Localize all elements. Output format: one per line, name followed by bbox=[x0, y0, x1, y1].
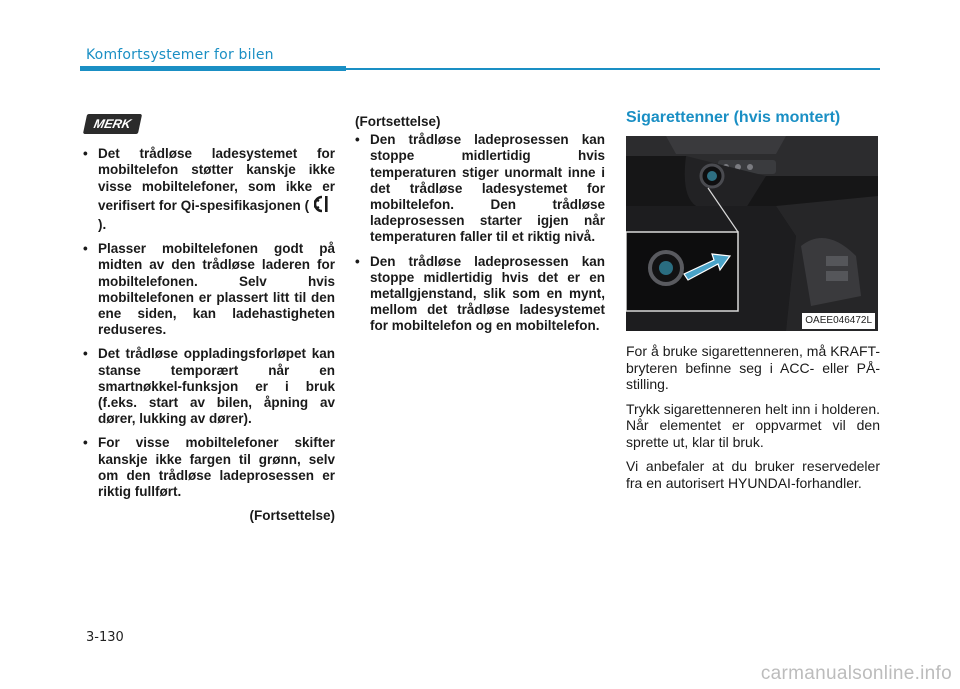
image-caption: OAEE046472L bbox=[802, 313, 875, 329]
note-bullet-1-text-end: ). bbox=[98, 217, 107, 233]
page-number: 3-130 bbox=[86, 630, 124, 645]
watermark: carmanualsonline.info bbox=[760, 663, 952, 684]
console-illustration bbox=[626, 136, 878, 331]
lighter-heading: Sigarettenner (hvis montert) bbox=[626, 109, 841, 126]
note-bullet-3: • Det trådløse oppladingsforløpet kan stanse temporært når en smartnøkkel-funksjon er i bruk (f.eks. start av bilen, åpning av dører, lukking av dører). bbox=[83, 346, 335, 427]
lighter-paragraph-2: Trykk sigarettenneren helt inn i holderen. Når elementet er oppvarmet vil den sprette ut, klar til bruk. bbox=[626, 400, 880, 450]
lighter-photo bbox=[626, 136, 878, 331]
note-bullet-4: • For visse mobiltelefoner skifter kanskje ikke fargen til grønn, selv om den trådløse ladeprosessen er riktig fullført. bbox=[83, 435, 335, 500]
lighter-column bbox=[626, 110, 880, 499]
note-badge: MERK bbox=[83, 114, 142, 134]
note-column bbox=[83, 114, 335, 524]
continued-bullet-1: • Den trådløse ladeprosessen kan stoppe midlertidig hvis temperaturen stiger unormalt inne i det trådløse ladesystemet for mobiltelefon. Den trådløse ladeprosessen starter igjen når temperaturen faller til et riktig nivå. bbox=[355, 132, 605, 245]
header-rule-thick bbox=[80, 66, 346, 71]
lighter-paragraph-3: Vi anbefaler at du bruker reservedeler fra en autorisert HYUNDAI-forhandler. bbox=[626, 458, 880, 491]
header-rule-thin bbox=[346, 68, 880, 70]
continued-bullet-list bbox=[355, 132, 605, 334]
continued-heading: (Fortsettelse) bbox=[355, 114, 441, 129]
note-bullet-2: • Plasser mobiltelefonen godt på midten av den trådløse laderen for mobiltelefonen. Selv hvis mobiltelefonen er plassert litt til den ene siden, kan ladehastigheten reduseres. bbox=[83, 241, 335, 338]
continued-column bbox=[355, 114, 605, 343]
continued-bullet-2: • Den trådløse ladeprosessen kan stoppe midlertidig hvis det er en metallgjenstand, slik som en mynt, mellom det trådløse ladesystemet for mobiltelefon og en mobiltelefon. bbox=[355, 254, 605, 335]
lighter-paragraph-1: For å bruke sigarettenneren, må KRAFT-bryteren befinne seg i ACC- eller PÅ-stilling. bbox=[626, 343, 880, 393]
note-bullet-1-text: Det trådløse ladesystemet for mobiltelefon støtter kanskje ikke visse mobiltelefoner, som ikke er verifisert for Qi-spesifikasjonen ( bbox=[98, 146, 335, 213]
section-header-title: Komfortsystemer for bilen bbox=[86, 47, 274, 63]
lighter-text bbox=[626, 343, 880, 491]
continued-label: (Fortsettelse) bbox=[249, 508, 335, 524]
note-bullet-list bbox=[83, 146, 335, 500]
qi-charging-icon bbox=[314, 195, 334, 217]
note-bullet-1 bbox=[83, 146, 335, 233]
